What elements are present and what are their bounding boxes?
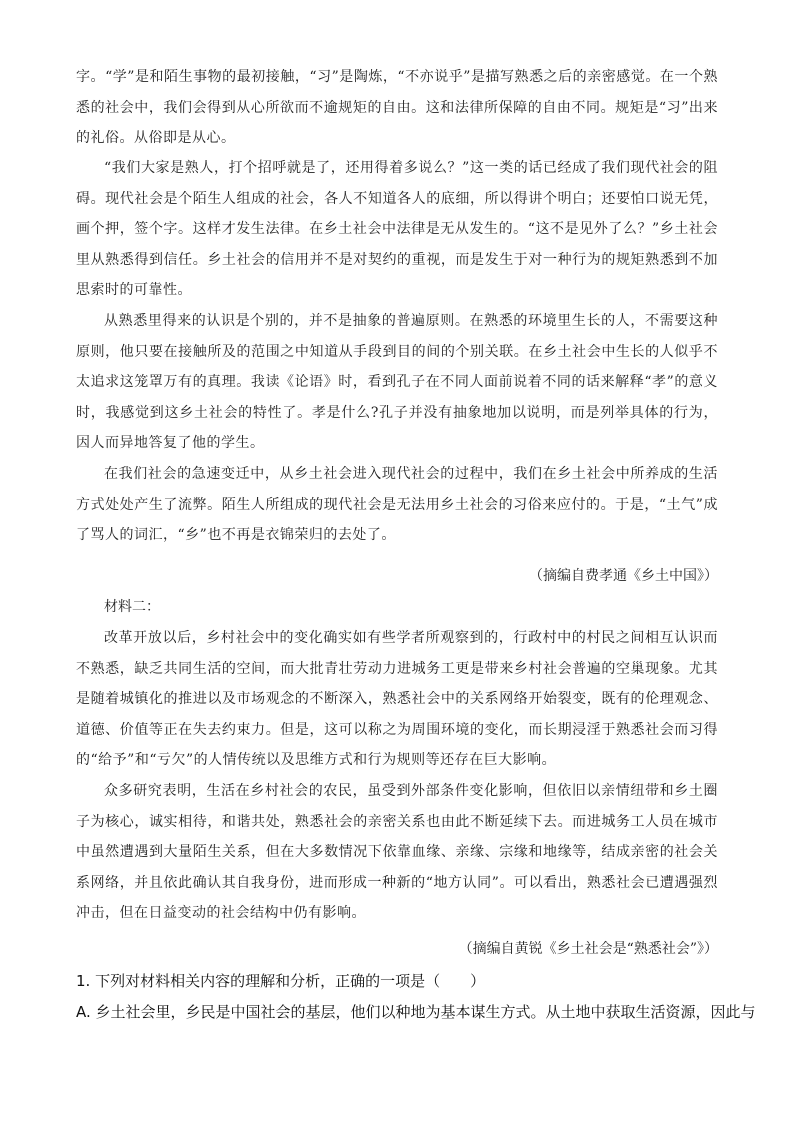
question-stem: 1. 下列对材料相关内容的理解和分析，正确的一项是（ ） bbox=[76, 972, 486, 990]
material1-paragraph-2: “我们大家是熟人，打个招呼就是了，还用得着多说么？”这一类的话已经成了我们现代社会的阻碍。现代社会是个陌生人组成的社会，各人不知道各人的底细，所以得讲个明白；还要怕口说无凭，画个押，签个字。这样才发生法律。在乡土社会中法律是无从发生的。“这不是见外了么？”乡土社会里从熟悉得到信任。乡土社会的信用并不是对契约的重视，而是发生于对一种行为的规矩熟悉到不加思索时的可靠性。 bbox=[76, 160, 718, 298]
question-option-a: A. 乡土社会里，乡民是中国社会的基层，他们以种地为基本谋生方式。从土地中获取生活资源，因此与 bbox=[76, 1003, 756, 1021]
material2-paragraph-2: 众多研究表明，生活在乡村社会的农民，虽受到外部条件变化影响，但依旧以亲情纽带和乡土圈子为核心，诚实相待，和谐共处，熟悉社会的亲密关系也由此不断延续下去。而进城务工人员在城市中虽然遭遇到大量陌生关系，但在大多数情况下依靠血缘、亲缘、宗缘和地缘等，结成亲密的社会关系网络，并且依此确认其自我身份，进而形成一种新的“地方认同”。可以看出，熟悉社会已遭遇强烈冲击，但在日益变动的社会结构中仍有影响。 bbox=[76, 783, 718, 921]
material2-heading: 材料二： bbox=[104, 599, 160, 615]
material2-source: （摘编自黄锐《乡土社会是“熟悉社会”》） bbox=[458, 941, 718, 957]
material1-paragraph-1: 字。“学”是和陌生事物的最初接触，“习”是陶炼，“不亦说乎”是描写熟悉之后的亲密感觉。在一个熟悉的社会中，我们会得到从心所欲而不逾规矩的自由。这和法律所保障的自由不同。规矩是“习”出来的礼俗。从俗即是从心。 bbox=[76, 69, 718, 146]
material1-source: （摘编自费孝通《乡土中国》） bbox=[529, 568, 718, 584]
material1-paragraph-3: 从熟悉里得来的认识是个别的，并不是抽象的普遍原则。在熟悉的环境里生长的人，不需要这种原则，他只要在接触所及的范围之中知道从手段到目的间的个别关联。在乡土社会中生长的人似乎不太追求这笼罩万有的真理。我读《论语》时，看到孔子在不同人面前说着不同的话来解释“孝”的意义时，我感觉到这乡土社会的特性了。孝是什么?孔子并没有抽象地加以说明，而是列举具体的行为，因人而异地答复了他的学生。 bbox=[76, 313, 718, 451]
material1-paragraph-4: 在我们社会的急速变迁中，从乡土社会进入现代社会的过程中，我们在乡土社会中所养成的生活方式处处产生了流弊。陌生人所组成的现代社会是无法用乡土社会的习俗来应付的。于是，“土气”成了骂人的词汇，“乡”也不再是衣锦荣归的去处了。 bbox=[76, 466, 718, 543]
material2-paragraph-1: 改革开放以后，乡村社会中的变化确实如有些学者所观察到的，行政村中的村民之间相互认识而不熟悉，缺乏共同生活的空间，而大批青壮劳动力进城务工更是带来乡村社会普遍的空巢现象。尤其是随着城镇化的推进以及市场观念的不断深入，熟悉社会中的关系网络开始裂变，既有的伦理观念、道德、价值等正在失去约束力。但是，这可以称之为周围环境的变化，而长期浸淫于熟悉社会而习得的“给予”和“亏欠”的人情传统以及思维方式和行为规则等还存在巨大影响。 bbox=[76, 630, 718, 768]
